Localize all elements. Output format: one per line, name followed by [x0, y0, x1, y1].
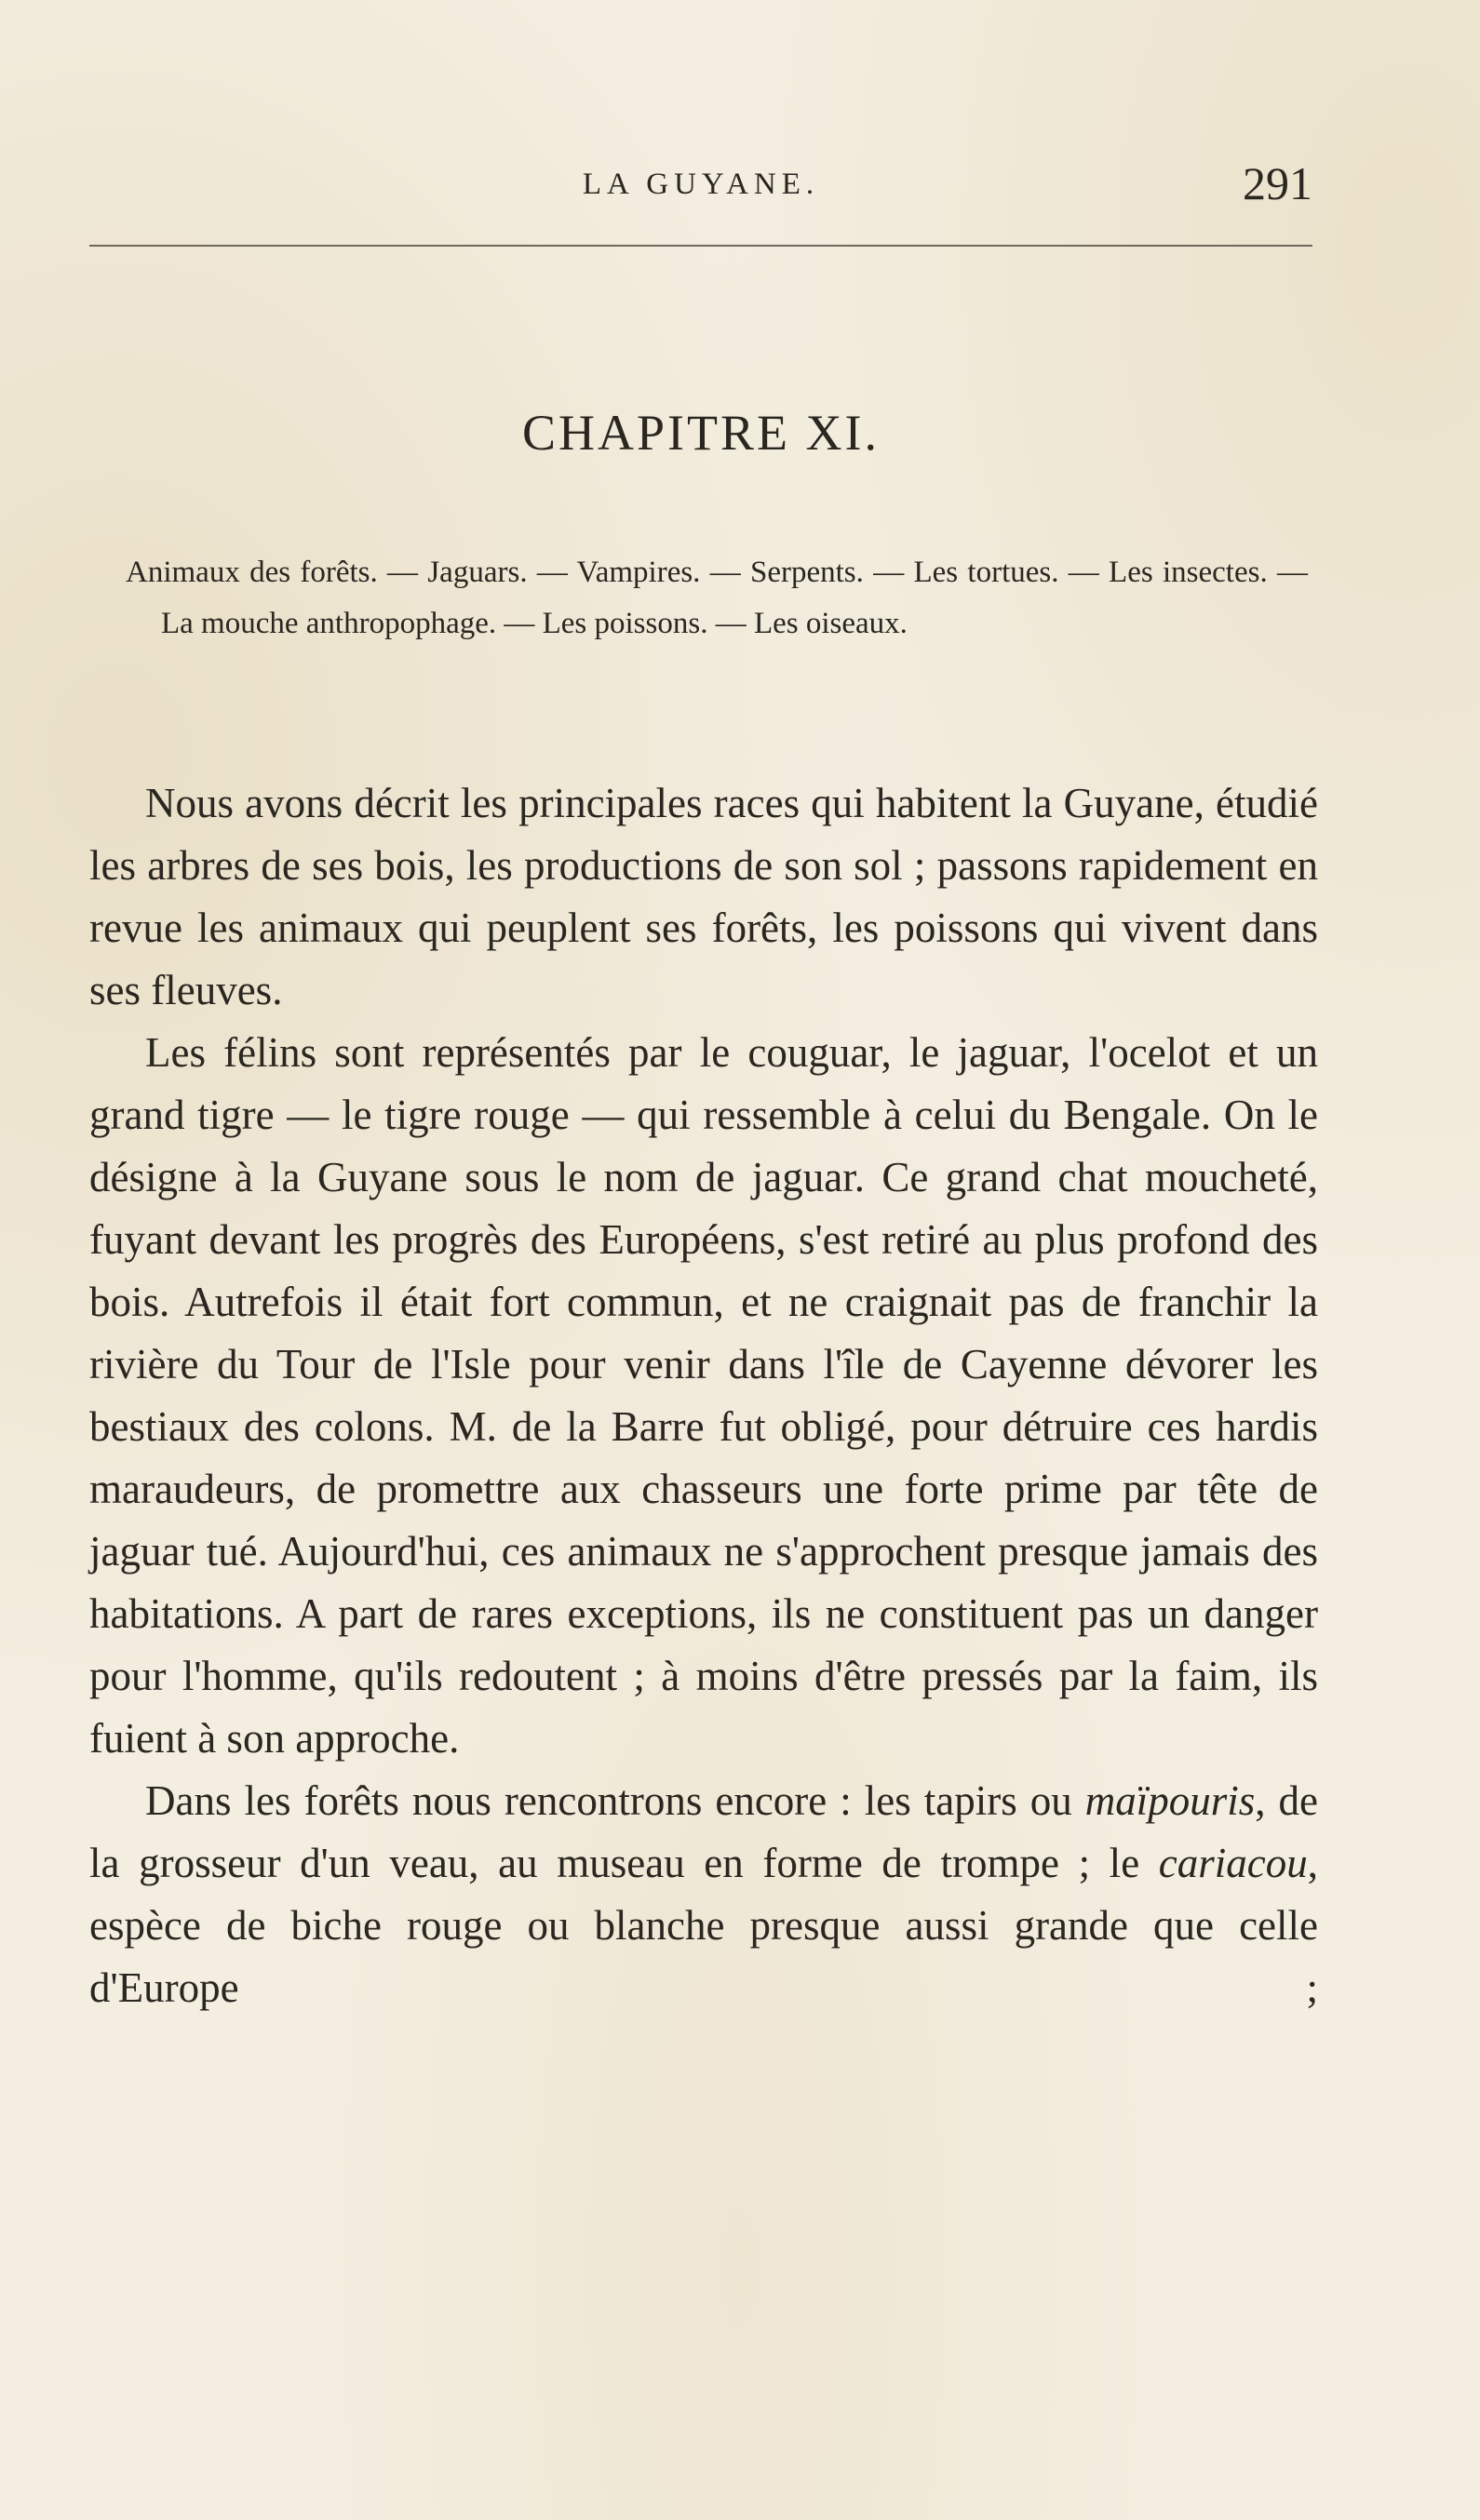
page-number: 291 [1243, 157, 1312, 209]
header-rule [89, 245, 1312, 247]
chapter-title: CHAPITRE XI. [522, 405, 880, 461]
paragraph-text: , espèce de biche rouge ou blanche presque aussi grande que celle d'Europe ; [89, 1840, 1318, 2011]
running-head [89, 156, 1312, 212]
chapter-summary: Animaux des forêts. — Jaguars. — Vampires. — Serpents. — Les tortues. — Les insectes. — La mouche anthropophage. — Les poissons. — Les oiseaux. [126, 556, 1308, 640]
italic-term: maïpouris [1084, 1777, 1256, 1824]
paragraph: Les félins sont représentés par le couguar, le jaguar, l'ocelot et un grand tigre — le tigre rouge — qui ressemble à celui du Bengale. On le désigne à la Guyane sous le nom de jaguar. Ce grand chat moucheté, fuyant devant les progrès des Européens, s'est retiré au plus profond des bois. Autrefois il était fort commun, et ne craignait pas de franchir la rivière du Tour de l'Isle pour venir dans l'île de Cayenne dévorer les bestiaux des colons. M. de la Barre fut obligé, pour détruire ces hardis maraudeurs, de promettre aux chasseurs une forte prime par tête de jaguar tué. Aujourd'hui, ces animaux ne s'approchent presque jamais des habitations. A part de rares exceptions, ils ne constituent pas un danger pour l'homme, qu'ils redoutent ; à moins d'être pressés par la faim, ils fuient à son approche. [89, 1029, 1318, 1762]
body-text [89, 772, 1318, 2019]
paragraph [89, 1770, 1318, 2019]
paragraph: Nous avons décrit les principales races qui habitent la Guyane, étudié les arbres de ses bois, les productions de son sol ; passons rapidement en revue les animaux qui peuplent ses forêts, les poissons qui vivent dans ses fleuves. [89, 780, 1318, 1013]
paragraph-text: Dans les forêts nous rencontrons encore : les tapirs ou [145, 1777, 1085, 1824]
paragraph-text: , de la grosseur d'un veau, au museau en forme de trompe ; le [89, 1777, 1318, 1886]
italic-term: cariacou [1158, 1840, 1308, 1886]
running-title: LA GUYANE. [582, 168, 820, 201]
